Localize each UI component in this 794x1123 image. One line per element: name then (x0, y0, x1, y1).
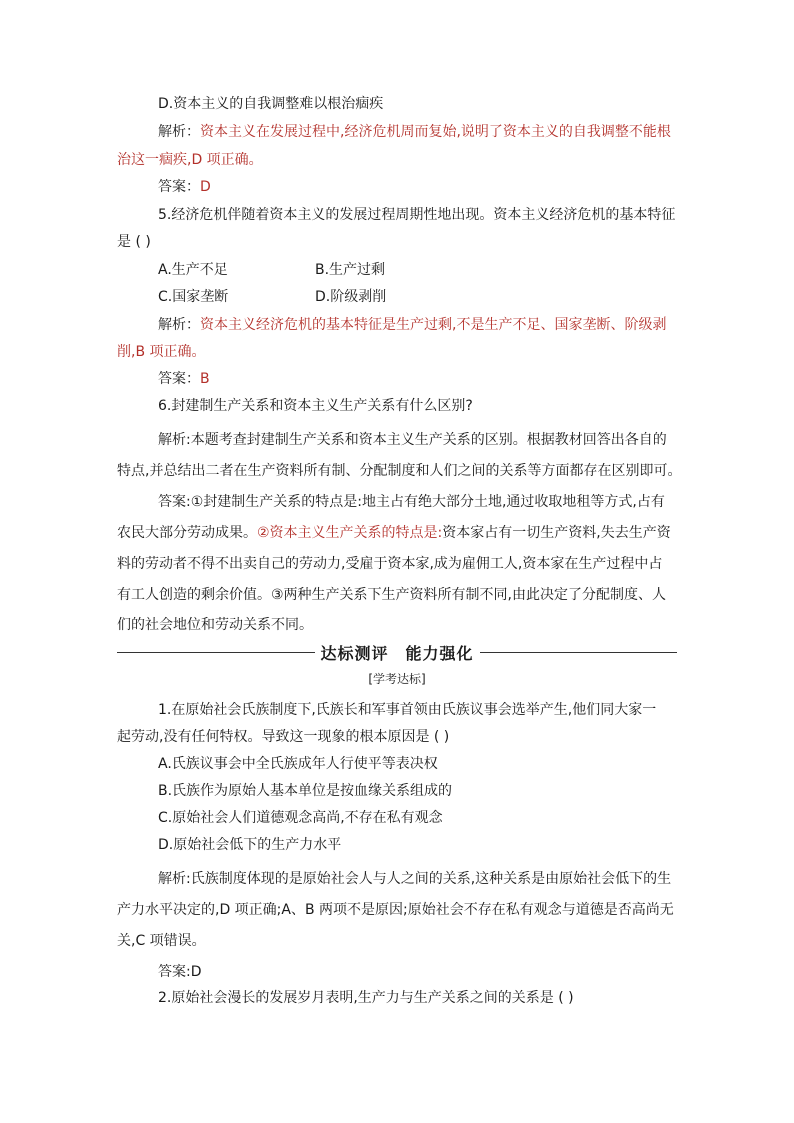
heading-rule-left (117, 652, 315, 653)
q4-analysis-line-2: 治这一痼疾,D 项正确。 (117, 152, 263, 168)
q6-answer-line-2 (117, 523, 677, 543)
q4-analysis-line-1 (158, 122, 718, 142)
section-title: 达标测评 能力强化 (320, 643, 474, 663)
q6-answer-line-5: 们的社会地位和劳动关系不同。 (117, 617, 313, 633)
q1-option-a: A.氏族议事会中全氏族成年人行使平等表决权 (158, 756, 438, 772)
q1-analysis-line-2: 产力水平决定的,D 项正确;A、B 两项不是原因;原始社会不存在私有观念与道德是否高尚无 (117, 902, 674, 918)
q5-stem-line-2: 是 ( ) (117, 234, 151, 250)
q5-options-row-1 (158, 260, 718, 280)
q5-analysis-label: 解析： (158, 317, 200, 333)
q1-analysis-line-3: 关,C 项错误。 (117, 933, 206, 949)
q1-stem-line-1: 1.在原始社会氏族制度下,氏族长和军事首领由氏族议事会选举产生,他们同大家一 (158, 702, 657, 718)
section-subtitle: [学考达标] (368, 672, 426, 686)
q5-answer-label: 答案： (158, 371, 200, 387)
q6-answer-line-1: 答案:①封建制生产关系的特点是:地主占有绝大部分土地,通过收取地租等方式,占有 (158, 494, 665, 510)
q4-answer-label: 答案： (158, 179, 200, 195)
q5-analysis-text: 资本主义经济危机的基本特征是生产过剩,不是生产不足、国家垄断、阶级剥 (200, 317, 667, 333)
q5-options-row-2 (158, 287, 718, 307)
q6-answer-2c: 资本家占有一切生产资料,失去生产资 (442, 525, 671, 541)
q6-answer-line-4: 有工人创造的剩余价值。③两种生产关系下生产资料所有制不同,由此决定了分配制度、人 (117, 587, 666, 603)
heading-rule-right (480, 652, 678, 653)
q5-analysis-line-2: 削,B 项正确。 (117, 344, 206, 360)
section-heading (117, 640, 677, 664)
q2-stem: 2.原始社会漫长的发展岁月表明,生产力与生产关系之间的关系是 ( ) (158, 990, 574, 1006)
q1-stem-line-2: 起劳动,没有任何特权。导致这一现象的根本原因是 ( ) (117, 729, 450, 745)
q6-stem: 6.封建制生产关系和资本主义生产关系有什么区别? (158, 398, 473, 414)
q4-analysis-text: 资本主义在发展过程中,经济危机周而复始,说明了资本主义的自我调整不能根 (200, 124, 671, 140)
q5-answer-value: B (200, 371, 210, 387)
q4-answer-value: D (200, 179, 211, 195)
q5-option-c: C.国家垄断 (158, 289, 229, 305)
q5-option-a: A.生产不足 (158, 262, 228, 278)
q1-analysis-line-1: 解析:氏族制度体现的是原始社会人与人之间的关系,这种关系是由原始社会低下的生 (158, 871, 672, 887)
q4-answer (158, 177, 718, 197)
q6-answer-line-3: 料的劳动者不得不出卖自己的劳动力,受雇于资本家,成为雇佣工人,资本家在生产过程中占 (117, 556, 663, 572)
q1-option-c: C.原始社会人们道德观念高尚,不存在私有观念 (158, 810, 443, 826)
q1-option-d: D.原始社会低下的生产力水平 (158, 837, 342, 853)
q4-option-d: D.资本主义的自我调整难以根治痼疾 (158, 96, 384, 112)
q5-option-b: B.生产过剩 (315, 262, 386, 278)
q5-stem-line-1: 5.经济危机伴随着资本主义的发展过程周期性地出现。资本主义经济危机的基本特征 (158, 207, 676, 223)
q5-option-d: D.阶级剥削 (315, 289, 387, 305)
q5-answer (158, 369, 718, 389)
q6-answer-2b: ②资本主义生产关系的特点是: (257, 525, 443, 541)
q6-analysis-line-2: 特点,并总结出二者在生产资料所有制、分配制度和人们之间的关系等方面都存在区别即可。 (117, 463, 682, 479)
q5-analysis-line-1 (158, 315, 718, 335)
q1-option-b: B.氏族作为原始人基本单位是按血缘关系组成的 (158, 783, 453, 799)
q6-answer-2a: 农民大部分劳动成果。 (117, 525, 257, 541)
q4-analysis-label: 解析： (158, 124, 200, 140)
q1-answer: 答案:D (158, 964, 202, 980)
q6-analysis-line-1: 解析:本题考查封建制生产关系和资本主义生产关系的区别。根据教材回答出各自的 (158, 432, 667, 448)
